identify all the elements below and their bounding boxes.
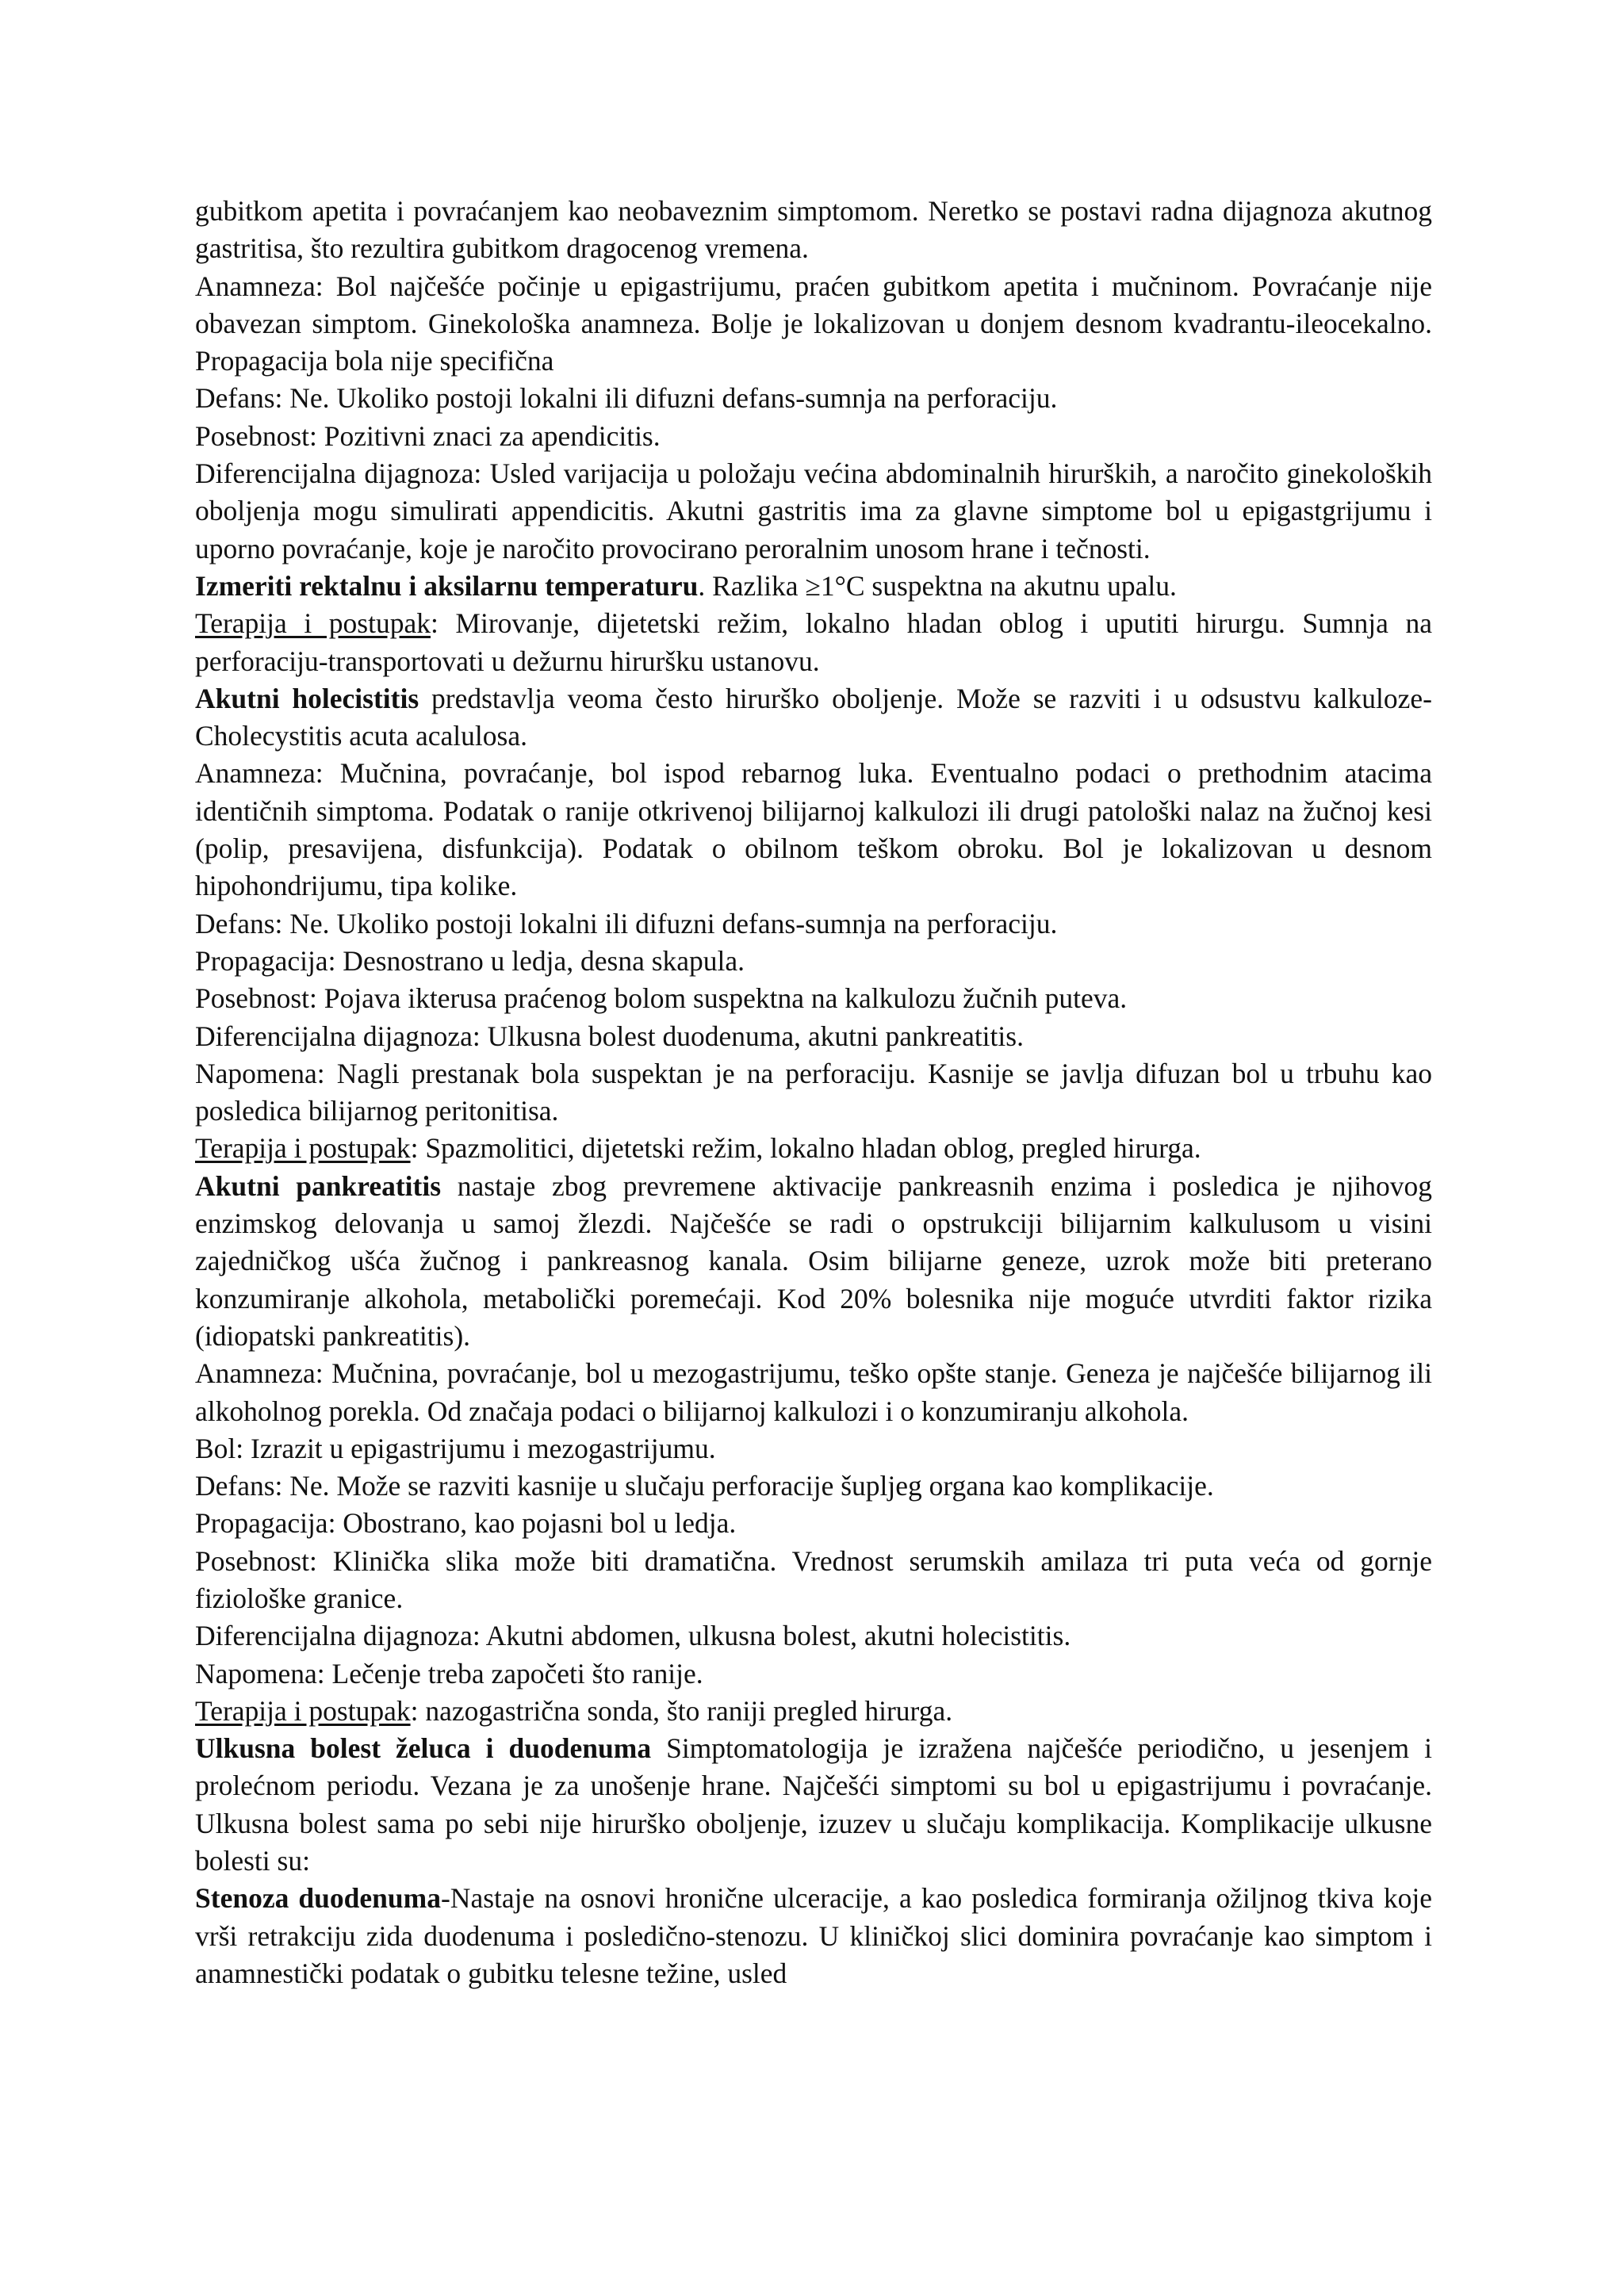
paragraph-text: nastaje zbog prevremene aktivacije pankreasnih enzima i posledica je njihovog enzimskog delovanja u samoj žlezdi. Najčešće se radi o opstrukciji bilijarnim kalkulusom u visini zajedničkog ušća žučnog i pankreasnog kanala. Osim bilijarne geneze, uzrok može biti preterano konzumiranje alkohola, metabolički poremećaji. Kod 20% bolesnika nije moguće utvrditi faktor rizika (idiopatski pankreatitis).	[195, 1169, 1432, 1352]
paragraph	[195, 1055, 1432, 1131]
paragraph-text: Posebnost: Pozitivni znaci za apendicitis.	[195, 419, 661, 452]
paragraph	[195, 268, 1432, 381]
paragraph-text: -Nastaje na osnovi hronične ulceracije, a kao posledica formiranja ožiljnog tkiva koje vrši retrakciju zida duodenuma i posledično-stenozu. U kliničkoj slici dominira povraćanje kao simptom i anamnestički podatak o gubitku telesne težine, usled	[195, 1882, 1432, 1989]
paragraph-text: : Spazmolitici, dijetetski režim, lokalno hladan oblog, pregled hirurga.	[410, 1132, 1201, 1165]
paragraph-text: Posebnost: Klinička slika može biti dramatična. Vrednost serumskih amilaza tri puta veća od gornje fiziološke granice.	[195, 1544, 1432, 1614]
paragraph	[195, 1018, 1432, 1055]
paragraph	[195, 568, 1432, 605]
paragraph-text: Propagacija: Desnostrano u ledja, desna skapula.	[195, 944, 745, 977]
bold-heading: Ulkusna bolest želuca i duodenuma	[195, 1732, 652, 1765]
paragraph-text: Diferencijalna dijagnoza: Ulkusna bolest duodenuma, akutni pankreatitis.	[195, 1020, 1024, 1052]
paragraph-text: Simptomatologija je izražena najčešće periodično, u jesenjem i prolećnom periodu. Vezana je za unošenje hrane. Najčešći simptomi su bol u epigastrijumu i povraćanje. Ulkusna bolest sama po sebi nije hirurško oboljenje, izuzev u slučaju komplikacija. Komplikacije ulkusne bolesti su:	[195, 1732, 1432, 1877]
underlined-label: Terapija i postupak	[195, 1694, 411, 1727]
paragraph	[195, 1505, 1432, 1542]
paragraph-text: Anamneza: Mučnina, povraćanje, bol ispod rebarnog luka. Eventualno podaci o prethodnim atacima identičnih simptoma. Podatak o ranije otkrivenoj bilijarnoj kalkulozi ili drugi patološki nalaz na žučnoj kesi (polip, presavijena, disfunkcija). Podatak o obilnom teškom obroku. Bol je lokalizovan u desnom hipohondrijumu, tipa kolike.	[195, 757, 1432, 902]
paragraph	[195, 943, 1432, 980]
paragraph	[195, 1655, 1432, 1693]
paragraph-text: Propagacija: Obostrano, kao pojasni bol u ledja.	[195, 1507, 737, 1540]
paragraph-text: . Razlika ≥1°C suspektna na akutnu upalu.	[698, 569, 1177, 602]
paragraph	[195, 1468, 1432, 1505]
paragraph	[195, 1168, 1432, 1355]
paragraph	[195, 1880, 1432, 1992]
paragraph	[195, 1130, 1432, 1167]
paragraph	[195, 605, 1432, 680]
paragraph-text: : Mirovanje, dijetetski režim, lokalno hladan oblog i uputiti hirurgu. Sumnja na perforaciju-transportovati u dežurnu hiruršku ustanovu.	[195, 607, 1432, 677]
paragraph	[195, 418, 1432, 455]
paragraph-text: Napomena: Nagli prestanak bola suspektan je na perforaciju. Kasnije se javlja difuzan bol u trbuhu kao posledica bilijarnog peritonitisa.	[195, 1057, 1432, 1127]
paragraph	[195, 1617, 1432, 1655]
paragraph	[195, 1355, 1432, 1430]
paragraph	[195, 1693, 1432, 1730]
paragraph	[195, 755, 1432, 905]
paragraph	[195, 905, 1432, 943]
paragraph	[195, 1730, 1432, 1880]
paragraph-text: gubitkom apetita i povraćanjem kao neobaveznim simptomom. Neretko se postavi radna dijagnoza akutnog gastritisa, što rezultira gubitkom dragocenog vremena.	[195, 195, 1432, 265]
document-body	[195, 193, 1432, 1992]
bold-heading: Izmeriti rektalnu i aksilarnu temperaturu	[195, 569, 699, 602]
paragraph-text: Defans: Ne. Može se razviti kasnije u slučaju perforacije šupljeg organa kao komplikacije.	[195, 1470, 1214, 1502]
bold-heading: Akutni pankreatitis	[195, 1169, 442, 1202]
paragraph-text: Anamneza: Bol najčešće počinje u epigastrijumu, praćen gubitkom apetita i mučninom. Povraćanje nije obavezan simptom. Ginekološka anamneza. Bolje je lokalizovan u donjem desnom kvadrantu-ileocekalno. Propagacija bola nije specifična	[195, 270, 1432, 377]
paragraph	[195, 1430, 1432, 1468]
paragraph	[195, 193, 1432, 268]
paragraph	[195, 1543, 1432, 1618]
bold-heading: Stenoza duodenuma	[195, 1882, 441, 1915]
paragraph-text: Defans: Ne. Ukoliko postoji lokalni ili difuzni defans-sumnja na perforaciju.	[195, 382, 1058, 415]
paragraph-text: Diferencijalna dijagnoza: Akutni abdomen, ulkusna bolest, akutni holecistitis.	[195, 1620, 1071, 1652]
paragraph-text: Defans: Ne. Ukoliko postoji lokalni ili difuzni defans-sumnja na perforaciju.	[195, 907, 1058, 939]
paragraph-text: Bol: Izrazit u epigastrijumu i mezogastrijumu.	[195, 1432, 716, 1464]
paragraph-text: Anamneza: Mučnina, povraćanje, bol u mezogastrijumu, teško opšte stanje. Geneza je najčešće bilijarnog ili alkoholnog porekla. Od značaja podaci o bilijarnoj kalkulozi i o konzumiranju alkohola.	[195, 1357, 1432, 1427]
paragraph	[195, 980, 1432, 1017]
paragraph	[195, 380, 1432, 417]
paragraph-text: Diferencijalna dijagnoza: Usled varijacija u položaju većina abdominalnih hirurških, a naročito ginekoloških oboljenja mogu simulirati appendicitis. Akutni gastritis ima za glavne simptome bol u epigastgrijumu i uporno povraćanje, koje je naročito provocirano peroralnim unosom hrane i tečnosti.	[195, 457, 1432, 564]
underlined-label: Terapija i postupak	[195, 607, 431, 640]
underlined-label: Terapija i postupak	[195, 1132, 411, 1165]
paragraph	[195, 455, 1432, 568]
paragraph-text: Posebnost: Pojava ikterusa praćenog bolom suspektna na kalkulozu žučnih puteva.	[195, 982, 1128, 1015]
paragraph-text: predstavlja veoma često hirurško oboljenje. Može se razviti i u odsustvu kalkuloze-Cholecystitis acuta acalulosa.	[195, 682, 1432, 752]
paragraph-text: : nazogastrična sonda, što raniji pregled hirurga.	[410, 1694, 953, 1727]
paragraph-text: Napomena: Lečenje treba započeti što ranije.	[195, 1657, 703, 1689]
paragraph	[195, 680, 1432, 756]
bold-heading: Akutni holecistitis	[195, 682, 419, 714]
